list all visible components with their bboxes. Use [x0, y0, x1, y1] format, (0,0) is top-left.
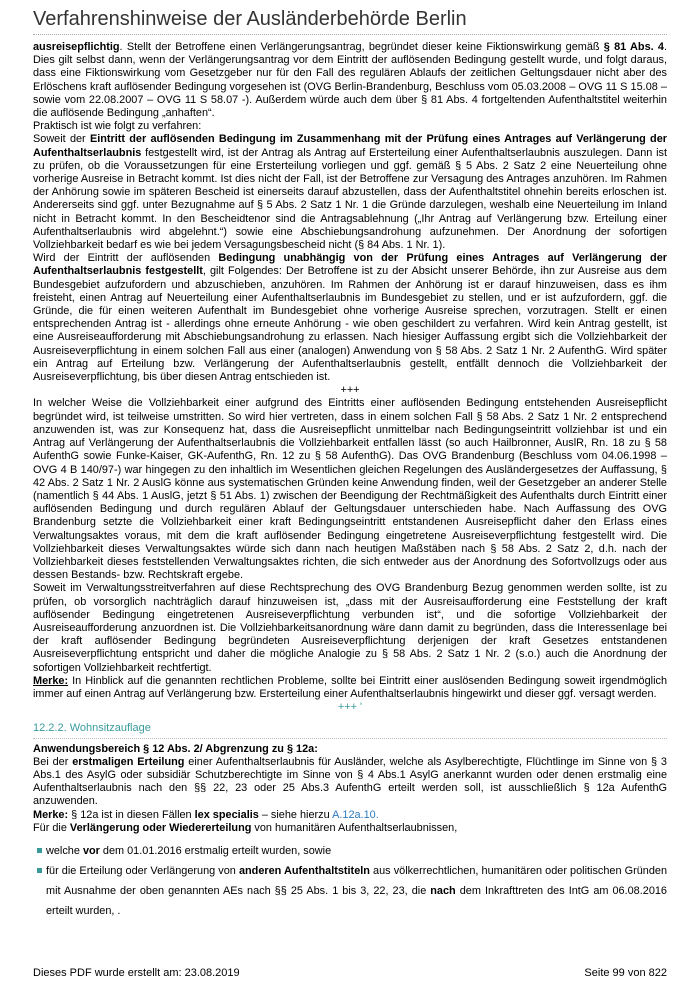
text: für die Erteilung oder Verlängerung von: [46, 864, 239, 877]
paragraph: [33, 756, 667, 809]
document-body: [33, 41, 667, 921]
bold-text: Verlängerung oder Wiedererteilung: [69, 821, 252, 834]
section-heading: 12.2.2. Wohnsitzauflage: [33, 722, 667, 738]
text: § 12a ist in diesen Fällen: [68, 808, 195, 821]
bold-text: nach: [430, 884, 456, 897]
list-item: [33, 861, 667, 921]
text: – siehe hierzu: [258, 808, 333, 821]
square-bullet-icon: [37, 868, 42, 873]
page-number: Seite 99 von 822: [584, 967, 667, 979]
text: In Hinblick auf die genannten rechtlichen Probleme, sollte bei Eintritt einer auslösenden Bedingung soweit irgendmöglich immer auf einen Antrag auf Verlängerung bzw. Ersterteilung einer Aufenthaltserlaubnis hingewirkt und dieser ggf. versagt werden.: [33, 674, 667, 700]
paragraph: [33, 822, 667, 835]
bold-text: Merke:: [33, 808, 69, 821]
paragraph: [33, 743, 667, 756]
separator: +++: [340, 384, 360, 397]
bold-text: Anwendungsbereich § 12 Abs. 2/ Abgrenzung zu § 12a:: [33, 742, 318, 755]
text: Wird der Eintritt der auflösenden: [33, 252, 219, 265]
bullet-list: [33, 841, 667, 921]
bold-text: Bedingung unabhängig von der Prüfung eines Antrages auf Verlängerung der Aufenthaltserlaubnis festgestellt: [33, 252, 667, 278]
text: Bei der: [33, 755, 73, 768]
bold-text: ausreisepflichtig: [33, 41, 120, 53]
text: von humanitären Aufenthaltserlaubnissen,: [251, 821, 458, 834]
text: festgestellt wird, ist der Antrag als Antrag auf Ersterteilung einer Aufenthaltserlaubnis auszulegen. Dann ist zu prüfen, ob die Voraussetzungen für eine Ersterteilung vorliegen und ggf. gemäß § 5 Abs. 2 Satz 2 eine Neuerteilung ohne vorherige Ausreise in Betracht kommt. Ist dies nicht der Fall, ist der Betroffene zur Versagung des Antrages anzuhören. Im Rahmen der Anhörung sowie im späteren Bescheid ist einerseits darauf abzustellen, dass der Aufenthaltstitel ohnehin bereits erloschen ist. Andererseits sind ggf. unter Bezugnahme auf § 5 Abs. 2 Satz 1 Nr. 1 die Gründe darzulegen, weshalb eine Neuerteilung im Inland nicht in Betracht kommt. In den Bescheidtenor sind die Antragsablehnung („Ihr Antrag auf Verlängerung bzw. Erteilung einer Aufenthaltserlaubnis wird abgelehnt.“) sowie eine Abschiebungsandrohung aufzunehmen. Der Anordnung der sofortigen Vollziehbarkeit bedarf es wie bei jedem Versagungsbescheid nicht (§ 84 Abs. 1 Nr. 1).: [33, 146, 667, 252]
bold-text: erstmaligen Erteilung: [72, 755, 185, 768]
merke-label: Merke:: [33, 674, 69, 687]
bold-text: § 81 Abs. 4: [603, 41, 664, 53]
list-item: [33, 841, 667, 861]
paragraph: [33, 41, 667, 120]
bold-text: lex specialis: [194, 808, 259, 821]
text: Für die: [33, 821, 70, 834]
text: dem Inkrafttreten des IntG am 06.08.2016 erteilt wurden, .: [46, 884, 667, 917]
text: welche: [46, 844, 83, 857]
cross-reference-link[interactable]: A.12a.10.: [332, 808, 379, 821]
paragraph: [33, 675, 667, 701]
separator: +++ ': [337, 701, 363, 714]
creation-date: Dieses PDF wurde erstellt am: 23.08.2019: [33, 967, 240, 979]
bold-text: vor: [82, 844, 100, 857]
bold-text: anderen Aufenthaltstiteln: [238, 864, 370, 877]
paragraph: [33, 809, 667, 822]
paragraph: In welcher Weise die Vollziehbarkeit einer aufgrund des Eintritts einer auflösenden Bedingung entstehenden Ausreisepflicht begründet wird, ist teilweise umstritten. So wird hier vertreten, dass in einem solchen Fall § 58 Abs. 2 Satz 1 Nr. 2 entsprechend anzuwenden ist, was zur Konsequenz hat, dass die Ausreisepflicht unmittelbar nach Bedingungseintritt vollziehbar ist und ein Antrag auf Verlängerung der Aufenthaltserlaubnis die Vollziehbarkeit entfallen lässt (so auch Hailbronner, AuslR, Rn. 18 zu § 58 AufenthG sowie Funke-Kaiser, GK-AufenthG, Rn. 12 zu § 58 AufenthG). Das OVG Brandenburg (Beschluss vom 04.06.1998 – OVG 4 B 140/97-) war hingegen zu den inhaltlich im Wesentlichen gleichen Regelungen des Ausländergesetzes der Auffassung, § 42 Abs. 2 Satz 1 Nr. 2 AuslG könne aus systematischen Gründen keine Anwendung finden, weil der Gesetzgeber an anderer Stelle (namentlich § 44 Abs. 1 AuslG, jetzt § 51 Abs. 1) zwischen der Beendigung der Rechtmäßigkeit des Aufenthalts durch Eintritt einer auflösenden Bedingung und durch regulären Ablauf der Geltungsdauer unterschieden habe. Nach Auffassung des OVG Brandenburg setzte die Vollziehbarkeit einer kraft Bedingungseintritt entstandenen Ausreisepflicht daher den Erlass eines Verwaltungsaktes voraus, mit dem die kraft auflösender Bedingung eingetretene Ausreiseverpflichtung festgestellt wird. Die Vollziehbarkeit dieses Verwaltungsaktes würde sich dann nach heutigen Maßstäben nach § 58 Abs. 2 Satz 2, d.h. nach der Vollziehbarkeit dieses feststellenden Verwaltungsaktes richten, die sich entweder aus der Anordnung des Sofortvollzugs oder aus dessen Bestands- bzw. Rechtskraft ergebe.: [33, 397, 667, 582]
page-header: [33, 8, 667, 35]
square-bullet-icon: [37, 848, 42, 853]
text: dem 01.01.2016 erstmalig erteilt wurden, sowie: [99, 844, 332, 857]
text: , gilt Folgendes: Der Betroffene ist zu der Absicht unserer Behörde, ihn zur Ausreise aus dem Bundesgebiet aufzufordern und abzuschieben, anzuhören. Im Rahmen der Anhörung ist er darauf hinzuweisen, dass es ihm freisteht, einen Antrag auf Neuerteilung einer Aufenthaltserlaubnis im Bundesgebiet zu stellen, und er ist aufzufordern, ggf. die Gründe, die für einen weiteren Aufenthalt im Bundesgebiet ohne vorherige Ausreise sprechen, vorzutragen. Stellt er einen entsprechenden Antrag ist - allerdings ohne erneute Anhörung - wie oben geschildert zu verfahren. Wird kein Antrag gestellt, ist eine Ausreiseaufforderung mit Abschiebungsandrohung zu erlassen. Nach hiesiger Auffassung ergibt sich die Vollziehbarkeit der Ausreiseverpflichtung in einem solchen Fall aus einer (analogen) Anwendung von § 58 Abs. 2 Satz 1 Nr. 2 AufenthG. Wird später ein Antrag auf Erteilung bzw. Verlängerung der Aufenthaltserlaubnis gestellt, entfällt dennoch die Vollziehbarkeit der Ausreiseverpflichtung, bis über diesen Antrag entschieden ist.: [33, 265, 667, 384]
text: . Dies gilt selbst dann, wenn der Verlängerungsantrag vor dem Eintritt der auflösenden Bedingung gestellt wurde, und folgt daraus, dass eine Fiktionswirkung vom Gesetzgeber nur für den Fall des regulären Ablaufs der zeitlichen Geltungsdauer nicht aber des Erlöschens kraft auflösender Bedingung vorgesehen ist (OVG Berlin-Brandenburg, Beschluss vom 05.03.2008 – OVG 11 S 15.08 – sowie vom 22.08.2007 – OVG 11 S 58.07 -). Außerdem würde auch dem über § 81 Abs. 4 fortgeltenden Aufenthaltstitel weiterhin die auflösende Bedingung „anhaften“.: [33, 41, 667, 120]
text: Soweit der: [33, 133, 90, 146]
bold-text: Eintritt der auflösenden Bedingung im Zusammenhang mit der Prüfung eines Antrages auf Verlängerung der Aufenthaltserlaubnis: [33, 133, 667, 159]
paragraph: Praktisch ist wie folgt zu verfahren:: [33, 120, 202, 133]
text: . Stellt der Betroffene einen Verlängerungsantrag, begründet dieser keine Fiktionswirkung gemäß: [119, 41, 604, 53]
document-title: Verfahrenshinweise der Ausländerbehörde Berlin: [33, 8, 467, 30]
text: einer Aufenthaltserlaubnis für Ausländer, welche als Asylberechtigte, Flüchtlinge im Sinne von § 3 Abs.1 des AsylG oder subsidiär Schutzberechtigte im Sinne von § 4 Abs.1 AsylG anerkannt wurden oder denen erstmalig eine Aufenthaltserlaubnis nach den §§ 22, 23 oder 25 Abs.3 AufenthG erteilt werden soll, ist ausschließlich § 12a AufenthG anzuwenden.: [33, 755, 667, 808]
paragraph: [33, 133, 667, 252]
text: aus völkerrechtlichen, humanitären oder politischen Gründen mit Ausnahme der oben genannten AEs nach §§ 25 Abs. 1 bis 3, 22, 23, die: [46, 864, 667, 897]
paragraph: [33, 252, 667, 384]
paragraph: Soweit im Verwaltungsstreitverfahren auf diese Rechtsprechung des OVG Brandenburg Bezug genommen werden sollte, ist zu prüfen, ob vorsorglich nachträglich darauf hinzuweisen ist, „dass mit der Ausreisaufforderung eine Feststellung der kraft auflösender Bedingung eingetretenen Ausreiseverpflichtung verbunden ist“, und die sofortige Vollziehbarkeit der Ausreiseaufforderung anzuordnen ist. Die Vollziehbarkeitsanordnung wäre dann damit zu begründen, dass die Interessenlage bei der kraft auflösender Bedingung begründeten Ausreiseverpflichtung derjenigen der kraft Gesetzes entstandenen Ausreiseverpflichtung entspricht und daher die mögliche Analogie zu § 58 Abs. 2 Satz 1 Nr. 2 (s.o.) auch die Anordnung der sofortigen Vollziehbarkeit rechtfertigt.: [33, 582, 667, 674]
